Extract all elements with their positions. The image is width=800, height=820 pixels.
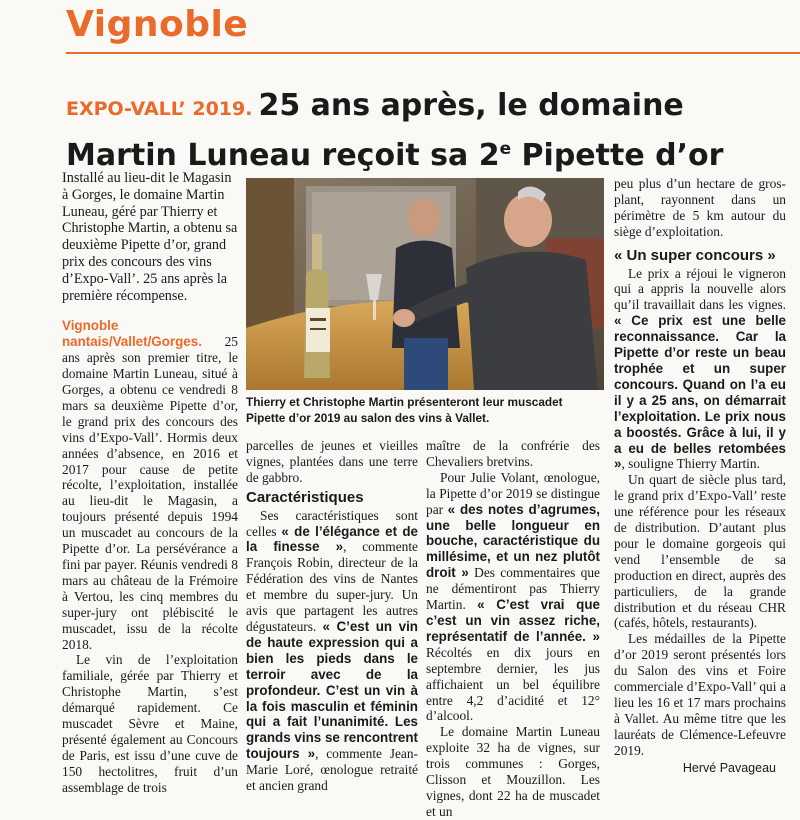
lead-in: Vignoble nantais/Vallet/Gorges. [62,318,202,350]
col2-p1-c: , commente Jean-Marie Loré, œnologue retraité et ancien grand [246,746,418,794]
headline [66,86,786,176]
col4-paragraph-2: Un quart de siècle plus tard, le grand prix d’Expo-Vall’ reste une référence pour les réseaux de distribution. D’autant plus pour le domaine gorgeois qui vend l’ensemble de sa production en direct, auprès des particuliers, de la grande distribution et du réseau CHR (cafés, hôtels, restaurants). [614,472,786,631]
headline-line2-sup: e [499,139,512,159]
col3-paragraph-0: maître de la confrérie des Chevaliers bretvins. [426,438,600,469]
col3-quote-1: « des notes d’agrumes, une belle longueur en bouche, caractéristique du millésime, et un nez plutôt droit » [426,501,600,581]
lede: Installé au lieu-dit le Magasin à Gorges, le domaine Martin Luneau, géré par Thierry et Christophe Martin, a obtenu sa deuxième Pipette d’or, grand prix des concours des vins d’Expo-Vall’. 25 ans après la première récompense. [62,170,238,304]
col4-paragraph-3: Les médailles de la Pipette d’or 2019 seront présentés lors du Salon des vins et Foire commerciale d’Expo-Vall’ qui a lieu les 16 et 17 mars prochains à Vallet. Au même titre que les lauréats de Clémence-Lefeuvre 2019. [614,631,786,758]
subhead-super-concours: « Un super concours » [614,246,776,264]
col2-p1-a: Ses caractéristiques sont celles [246,507,418,539]
headline-line2-a: Martin Luneau reçoit sa 2 [66,138,500,173]
col4-p1-b: , souligne Thierry Martin. [621,456,760,472]
col2-paragraph-1 [246,508,418,794]
col3-quote-2: « C’est vrai que c’est un vin assez riche, représentatif de l’année. » [426,597,600,644]
column-2 [246,438,418,794]
col2-paragraph-0: parcelles de jeunes et vieilles vignes, plantées dans une terre de gabbro. [246,438,418,485]
column-4 [614,176,786,759]
col4-paragraph-0: peu plus d’un hectare de gros-plant, rayonnent dans un périmètre de 5 km autour du siège d’exploitation. [614,176,786,239]
col3-paragraph-1 [426,470,600,725]
photo-illustration [246,178,604,390]
section-title: Vignoble [66,4,249,45]
headline-line2-b: Pipette d’or [511,138,724,173]
byline: Hervé Pavageau [682,761,776,775]
photo [246,178,604,390]
headline-kicker: EXPO-VALL’ 2019. [66,98,253,120]
col3-p1-a: Pour Julie Volant, œnologue, la Pipette d’or 2019 se distingue par [426,469,600,517]
col3-paragraph-2: Le domaine Martin Luneau exploite 32 ha de vignes, sur trois communes : Gorges, Clisson et Mouzillon. Les vignes, dont 22 ha de muscadet et un [426,724,600,819]
col1-paragraph-2: Le vin de l’exploitation familiale, gérée par Thierry et Christophe Martin, s’est démarqué rapidement. Ce muscadet Sèvre et Maine, présenté également au Concours de Paris, est issu d’une cuve de 150 hectolitres, fruit d’un assemblage de trois [62,652,238,795]
col3-p1-c: Récoltés en dix jours en septembre dernier, les jus affichaient un bel équilibre entre 4,2 d’acidité et 12° d’alcool. [426,644,600,724]
col4-paragraph-1 [614,266,786,473]
col4-p1-a: Le prix a réjoui le vigneron qui a appris la nouvelle alors qu’il travaillait dans les vignes. [614,265,786,313]
headline-line1: 25 ans après, le domaine [258,88,684,123]
column-1 [62,170,238,796]
photo-caption: Thierry et Christophe Martin présenteront leur muscadet Pipette d’or 2019 au salon des vins à Vallet. [246,395,563,425]
column-3 [426,438,600,820]
subhead-caracteristiques: Caractéristiques [246,488,364,506]
col3-p1-b: Des commentaires que ne démentiront pas Thierry Martin. [426,565,600,613]
section-rule [66,52,800,54]
col2-quote-1: « de l’élégance et de la finesse » [246,523,418,555]
col2-quote-2: « C’est un vin de haute expression qui a bien les pieds dans le terroir avec de la profondeur. C’est un vin à la fois masculin et féminin qui a fait l’unanimité. Les grands vins se rencontrent toujours » [246,618,418,762]
col1-p1-text: 25 ans après son premier titre, le domaine Martin Luneau, situé à Gorges, a obtenu ce vendredi 8 mars sa deuxième Pipette d’or, le grand prix des concours des vins d’Expo-Vall’. Hormis deux années d’absence, en 2016 et 2017 pour cause de petite récolte, l’exploitation, installée au lieu-dit le Magasin, a toujours présenté depuis 1994 un muscadet au concours de la Pipette d’or. La persévérance a fini par payer. Réunis vendredi 8 mars au château de la Frémoire à Vertou, les cinq membres du super-jury ont plébiscité le muscadet, issu de la récolte 2018. [62,334,238,652]
col2-p1-b: , commente François Robin, directeur de la Fédération des vins de Nantes et membre du super-jury. Un avis que partagent les autres dégustateurs. [246,539,418,634]
col4-quote: « Ce prix est une belle reconnaissance. Car la Pipette d’or reste un beau trophée et un super concours. Quand on l’a eu il y a 25 ans, on démarrait l’exploitation. Le prix nous a boostés. Grâce à lui, il y a eu de belles retombées » [614,313,786,472]
col1-paragraph-1 [62,318,238,652]
